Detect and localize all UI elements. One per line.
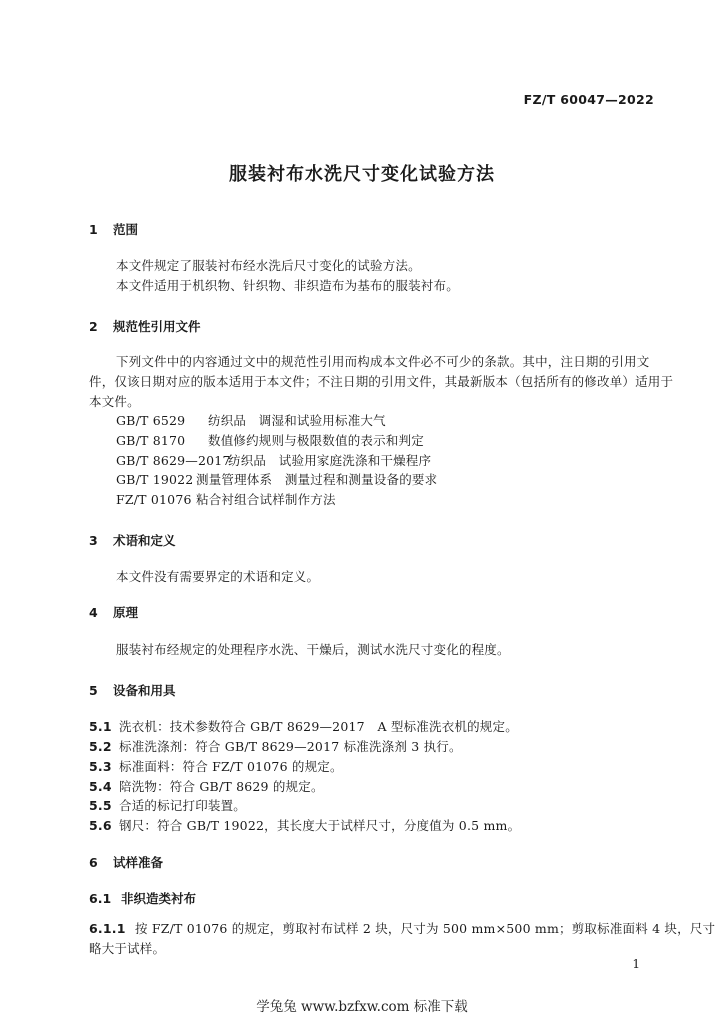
- subsection-heading-nonwoven: [89, 889, 196, 907]
- reference-code: FZ/T 01076: [116, 492, 192, 507]
- item-text: 标准洗涤剂：符合 GB/T 8629—2017 标准洗涤剂 3 执行。: [119, 739, 462, 754]
- subsection-number: 6.1: [89, 891, 112, 906]
- item-number: 5.2: [89, 739, 112, 754]
- item-text: 钢尺：符合 GB/T 19022，其长度大于试样尺寸，分度值为 0.5 mm。: [119, 818, 521, 833]
- subsection-title: 非织造类衬布: [121, 891, 197, 906]
- section-heading-specimen-prep: [89, 853, 163, 871]
- standard-number: FZ/T 60047—2022: [523, 92, 654, 107]
- section-number: 5: [89, 683, 98, 698]
- item-number: 6.1.1: [89, 921, 126, 936]
- section-number: 2: [89, 319, 98, 334]
- section-title: 规范性引用文件: [113, 319, 201, 334]
- paragraph-line: 件，仅该日期对应的版本适用于本文件；不注日期的引用文件，其最新版本（包括所有的修改单）适用于: [89, 374, 674, 389]
- section-number: 1: [89, 222, 98, 237]
- reference-code: GB/T 19022: [116, 472, 194, 487]
- item-number: 5.4: [89, 779, 112, 794]
- paragraph-line: 略大于试样。: [89, 941, 166, 956]
- paragraph-line: 下列文件中的内容通过文中的规范性引用而构成本文件必不可少的条款。其中，注日期的引用文: [116, 354, 650, 369]
- section-heading-apparatus: [89, 681, 176, 699]
- apparatus-item: [89, 717, 518, 735]
- reference-code: GB/T 8629—2017: [116, 453, 231, 468]
- reference-title: 纺织品 试验用家庭洗涤和干燥程序: [228, 453, 432, 468]
- section-heading-principle: [89, 603, 138, 621]
- apparatus-item: [89, 796, 246, 814]
- reference-item: [116, 470, 437, 488]
- section-title: 设备和用具: [113, 683, 176, 698]
- section-title: 术语和定义: [113, 533, 176, 548]
- section-heading-scope: [89, 220, 138, 238]
- reference-item: [116, 411, 386, 429]
- reference-code: GB/T 8170: [116, 433, 186, 448]
- item-text: 标准面料：符合 FZ/T 01076 的规定。: [119, 759, 343, 774]
- reference-title: 数值修约规则与极限数值的表示和判定: [208, 433, 424, 448]
- paragraph-line: 本文件。: [89, 394, 140, 409]
- paragraph: 本文件适用于机织物、针织物、非织造布为基布的服装衬布。: [116, 278, 459, 293]
- apparatus-item: [89, 777, 324, 795]
- reference-item: [116, 490, 336, 508]
- watermark-footer: 学兔兔 www.bzfxw.com 标准下载: [256, 999, 468, 1015]
- section-number: 3: [89, 533, 98, 548]
- item-number: 5.3: [89, 759, 112, 774]
- item-number: 5.6: [89, 818, 112, 833]
- section-number: 6: [89, 855, 98, 870]
- apparatus-item: [89, 737, 462, 755]
- section-title: 试样准备: [113, 855, 164, 870]
- reference-item: [116, 451, 431, 469]
- section-title: 范围: [113, 222, 139, 237]
- reference-title: 粘合衬组合试样制作方法: [196, 492, 336, 507]
- document-title: 服装衬布水洗尺寸变化试验方法: [229, 164, 495, 185]
- paragraph: 本文件规定了服装衬布经水洗后尺寸变化的试验方法。: [116, 258, 421, 273]
- section-title: 原理: [113, 605, 139, 620]
- reference-code: GB/T 6529: [116, 413, 186, 428]
- item-number: 5.1: [89, 719, 112, 734]
- reference-title: 纺织品 调湿和试验用标准大气: [208, 413, 386, 428]
- reference-item: [116, 431, 424, 449]
- item-text: 陪洗物：符合 GB/T 8629 的规定。: [119, 779, 324, 794]
- item-text: 合适的标记打印装置。: [119, 798, 247, 813]
- paragraph: 本文件没有需要界定的术语和定义。: [116, 569, 320, 584]
- section-heading-normative-references: [89, 317, 201, 335]
- section-number: 4: [89, 605, 98, 620]
- page-number: 1: [632, 957, 640, 971]
- item-text: 洗衣机：技术参数符合 GB/T 8629—2017 A 型标准洗衣机的规定。: [119, 719, 518, 734]
- section-heading-terms: [89, 531, 176, 549]
- item-text: 按 FZ/T 01076 的规定，剪取衬布试样 2 块，尺寸为 500 mm×500 mm；剪取标准面料 4 块，尺寸: [135, 921, 716, 936]
- paragraph: 服装衬布经规定的处理程序水洗、干燥后，测试水洗尺寸变化的程度。: [116, 642, 510, 657]
- paragraph-line: [89, 919, 715, 937]
- apparatus-item: [89, 816, 520, 834]
- apparatus-item: [89, 757, 343, 775]
- item-number: 5.5: [89, 798, 112, 813]
- reference-title: 测量管理体系 测量过程和测量设备的要求: [196, 472, 438, 487]
